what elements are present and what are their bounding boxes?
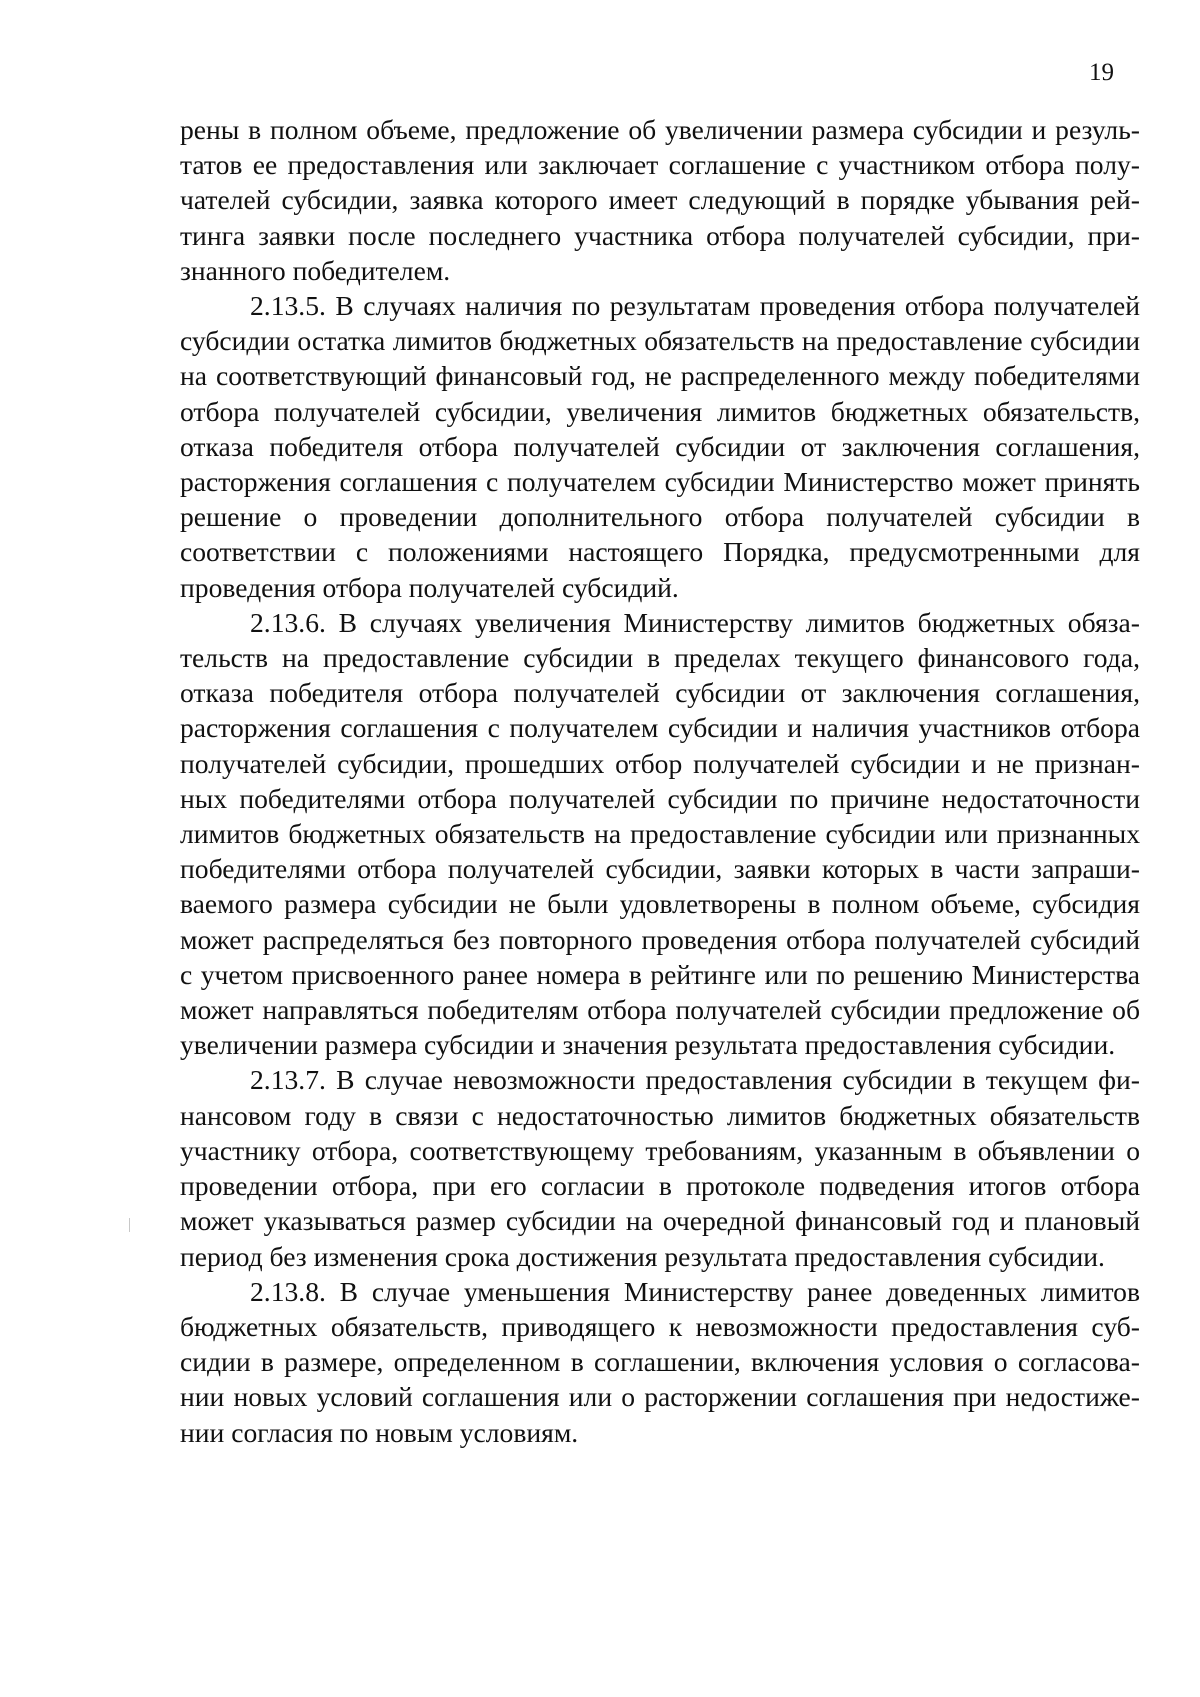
paragraph-2-13-5: 2.13.5. В случаях наличия по результатам проведения отбора получателей субсидии остатка лимитов бюджетных обязательств на предоставление субсидии на соответствующий финансовый год, не распределенного между победителями отбора получателей субсидии, увеличения лимитов бюджетных обязательств, отказа победителя отбора получателей субсидии от заключения соглашения, расторжения соглашения с получателем субсидии Министерство может принять решение о проведении дополнительного отбора получателей субсидии в соответствии с положениями настоящего Порядка, предусмотренными для проведения отбора получателей субсидий. [180, 290, 1140, 603]
paragraph-2-13-7: 2.13.7. В случае невозможности предоставления субсидии в текущем финансовом году в связи с недостаточностью лимитов бюджетных обязательств участнику отбора, соответствующему требованиям, указанным в объявлении о проведении отбора, при его согласии в протоколе подведения итогов отбора может указываться размер субсидии на очередной финансовый год и плановый период без изменения срока достижения результата предоставления субсидии. [180, 1064, 1140, 1272]
paragraph-continuation: рены в полном объеме, предложение об увеличении размера субсидии и результатов ее предоставления или заключает соглашение с участником отбора получателей субсидии, заявка которого имеет следующий в порядке убывания рейтинга заявки после последнего участника отбора получателей субсидии, признанного победителем. [180, 114, 1140, 286]
page-number: 19 [1089, 59, 1114, 86]
margin-mark [129, 1218, 130, 1232]
document-body [180, 112, 1140, 1450]
paragraph-2-13-8: 2.13.8. В случае уменьшения Министерству ранее доведенных лимитов бюджетных обязательств, приводящего к невозможности предоставления субсидии в размере, определенном в соглашении, включения условия о согласовании новых условий соглашения или о расторжении соглашения при недостижении согласия по новым условиям. [180, 1275, 1140, 1448]
paragraph-2-13-6: 2.13.6. В случаях увеличения Министерству лимитов бюджетных обязательств на предоставление субсидии в пределах текущего финансового года, отказа победителя отбора получателей субсидии от заключения соглашения, расторжения соглашения с получателем субсидии и наличия участников отбора получателей субсидии, прошедших отбор получателей субсидии и не признанных победителями отбора получателей субсидии по причине недостаточности лимитов бюджетных обязательств на предоставление субсидии или признанных победителями отбора получателей субсидии, заявки которых в части запрашиваемого размера субсидии не были удовлетворены в полном объеме, субсидия может распределяться без повторного проведения отбора получателей субсидий с учетом присвоенного ранее номера в рейтинге или по решению Министерства может направляться победителям отбора получателей субсидии предложение об увеличении размера субсидии и значения результата предоставления субсидии. [180, 606, 1140, 1061]
